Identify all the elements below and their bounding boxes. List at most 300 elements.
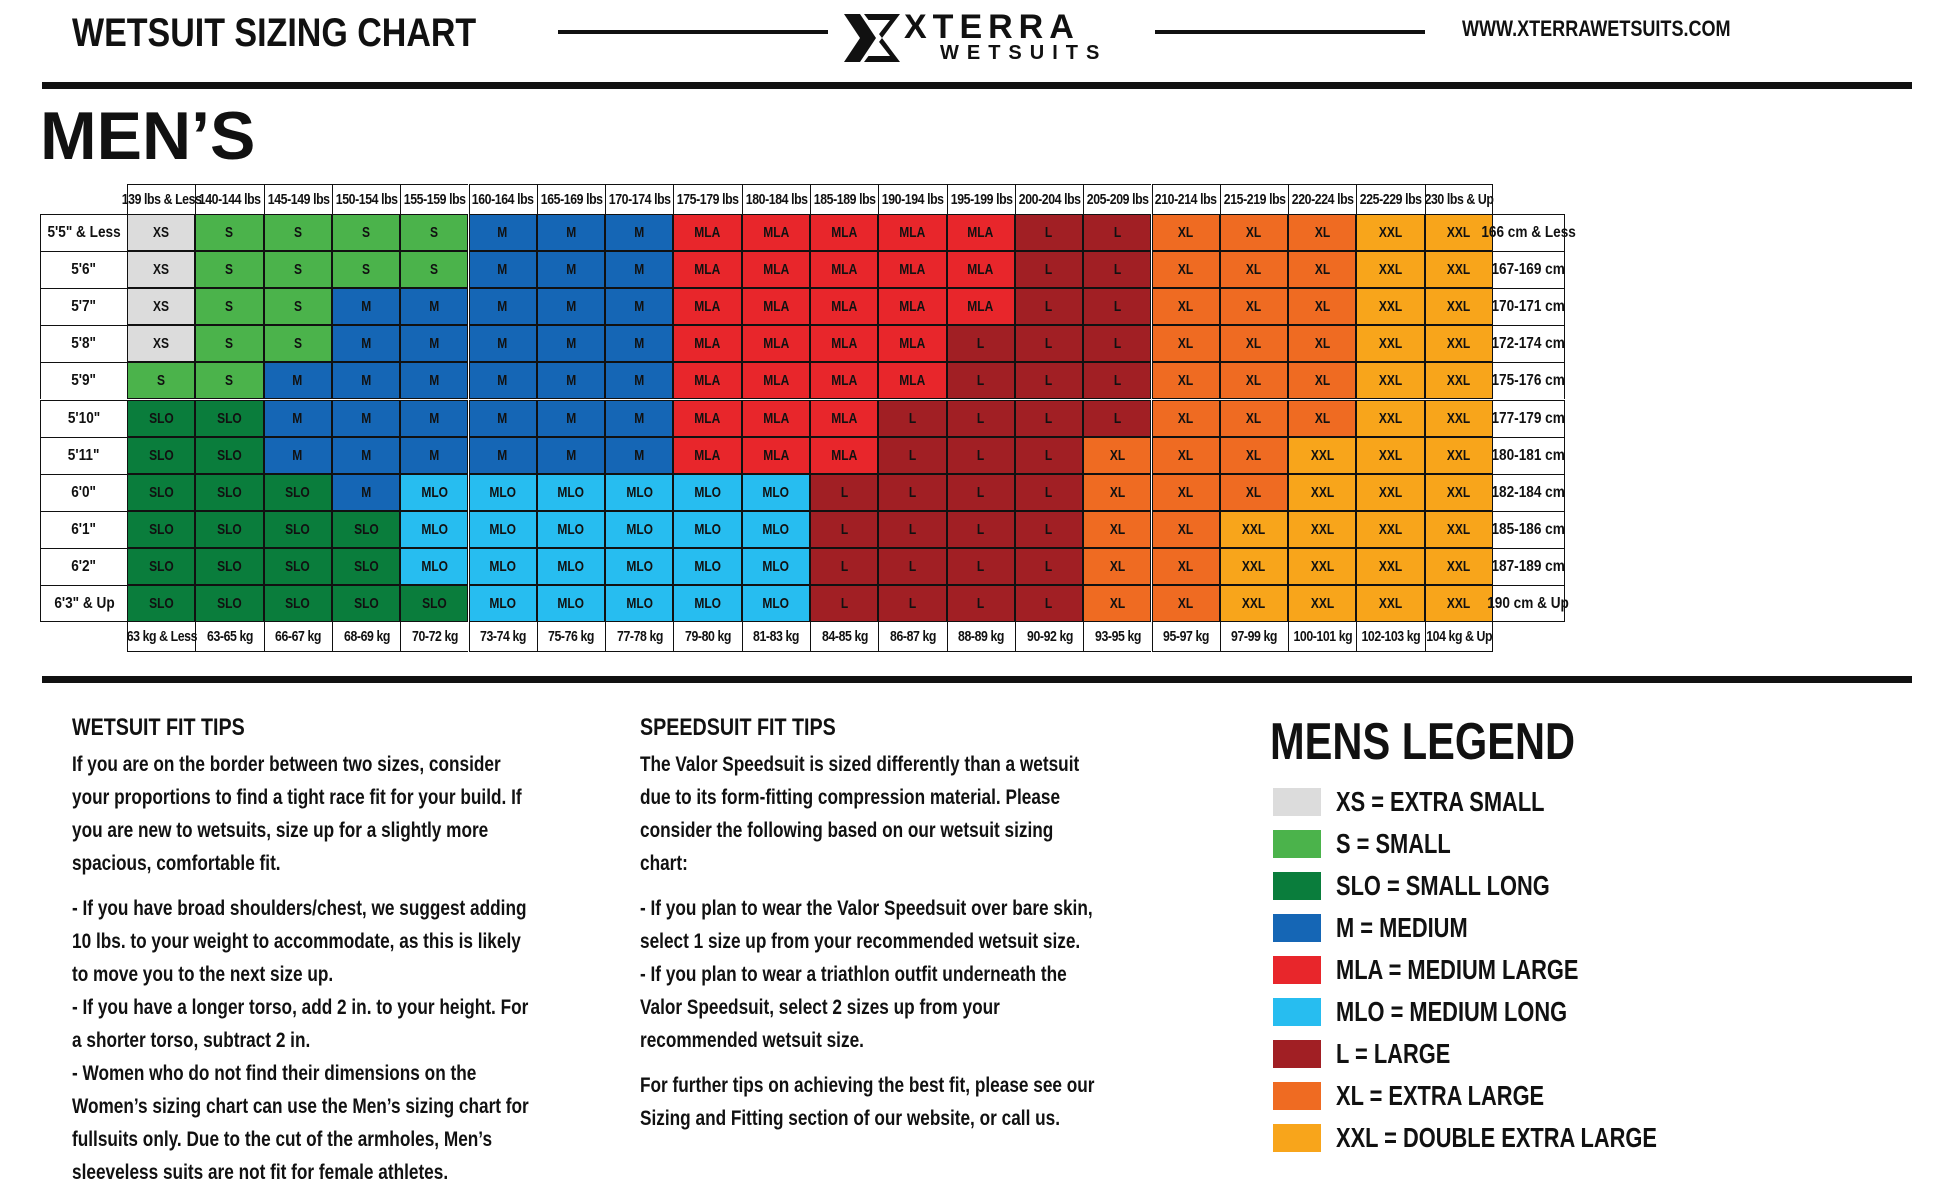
size-cell-text: L — [908, 557, 917, 575]
size-cell — [332, 585, 400, 622]
size-cell — [1288, 585, 1356, 622]
size-cell-text: XXL — [1310, 520, 1334, 538]
size-cell-text: MLA — [967, 298, 994, 316]
top-divider — [42, 82, 1912, 89]
header-rule-left — [558, 30, 828, 34]
size-cell — [878, 325, 946, 362]
row-height-label — [40, 511, 127, 548]
size-cell-text: MLO — [489, 595, 516, 613]
column-header-lbs — [1015, 184, 1083, 214]
section-title-mens: MEN’S — [40, 98, 256, 174]
size-cell-text: SLO — [353, 557, 379, 575]
size-cell-text: MLO — [557, 557, 585, 575]
column-footer-kg — [537, 622, 605, 652]
size-cell-text: M — [565, 224, 576, 242]
size-cell-text: M — [565, 335, 576, 353]
size-cell-text: S — [225, 224, 234, 242]
size-cell — [400, 325, 468, 362]
row-cm-label — [1493, 437, 1565, 474]
size-cell — [673, 437, 741, 474]
column-header-lbs — [1288, 184, 1356, 214]
size-cell — [810, 288, 878, 325]
size-cell — [332, 362, 400, 399]
document-title: WETSUIT SIZING CHART — [72, 11, 477, 55]
row-height-label — [40, 548, 127, 585]
column-footer-kg — [1152, 622, 1220, 652]
size-cell-text: SLO — [285, 595, 311, 613]
size-cell-text: XXL — [1447, 595, 1471, 613]
size-cell-text: M — [361, 409, 372, 427]
size-cell-text: XL — [1246, 372, 1262, 390]
size-cell — [878, 251, 946, 288]
column-header-lbs — [400, 184, 468, 214]
size-cell-text: L — [1045, 520, 1053, 538]
size-cell-text: L — [1113, 372, 1122, 390]
size-cell-text: M — [292, 409, 303, 427]
size-cell-text: M — [497, 446, 508, 464]
size-cell — [1356, 400, 1424, 437]
size-cell-text: L — [1045, 298, 1053, 316]
size-cell-text: L — [1045, 446, 1053, 464]
size-cell-text: XXL — [1378, 335, 1403, 353]
legend-label: S = SMALL — [1336, 828, 1451, 859]
size-cell — [1288, 511, 1356, 548]
size-cell — [537, 362, 605, 399]
column-header-lbs-text: 195-199 lbs — [950, 191, 1013, 208]
size-cell — [810, 400, 878, 437]
column-header-lbs-text: 160-164 lbs — [472, 191, 535, 208]
column-footer-kg-text: 86-87 kg — [889, 628, 936, 646]
size-cell — [127, 325, 195, 362]
column-header-lbs-text: 139 lbs & Less — [121, 191, 202, 208]
size-cell — [1015, 548, 1083, 585]
size-cell-text: XL — [1314, 335, 1330, 353]
row-cm-label-text: 185-186 cm — [1491, 520, 1566, 538]
legend-label: XXL = DOUBLE EXTRA LARGE — [1336, 1122, 1657, 1153]
size-cell — [810, 548, 878, 585]
size-cell — [1288, 548, 1356, 585]
column-footer-kg-text: 97-99 kg — [1231, 628, 1278, 646]
column-footer-kg — [742, 622, 810, 652]
legend-label: L = LARGE — [1336, 1038, 1451, 1069]
size-cell — [1220, 585, 1288, 622]
column-footer-kg-text: 66-67 kg — [275, 628, 322, 646]
size-cell — [1356, 437, 1424, 474]
size-cell — [742, 362, 810, 399]
size-cell-text: MLA — [899, 298, 926, 316]
size-cell — [195, 251, 263, 288]
column-header-lbs-text: 180-184 lbs — [745, 191, 808, 208]
size-cell — [1083, 400, 1151, 437]
row-height-label — [40, 585, 127, 622]
size-cell-text: SLO — [285, 557, 311, 575]
row-height-label-text: 5'11" — [68, 446, 100, 464]
size-cell — [947, 511, 1015, 548]
column-footer-kg-text: 75-76 kg — [548, 628, 595, 646]
size-cell-text: MLA — [899, 372, 926, 390]
size-cell — [1288, 437, 1356, 474]
row-cm-label-text: 172-174 cm — [1491, 335, 1566, 353]
column-header-lbs — [332, 184, 400, 214]
size-cell — [742, 251, 810, 288]
legend-label: SLO = SMALL LONG — [1336, 870, 1550, 901]
size-cell-text: SLO — [148, 446, 174, 464]
size-cell — [1152, 325, 1220, 362]
column-header-lbs — [878, 184, 946, 214]
size-cell-text: M — [292, 372, 303, 390]
size-cell — [469, 251, 537, 288]
size-cell — [947, 325, 1015, 362]
size-cell-text: SLO — [217, 557, 242, 575]
size-cell-text: M — [429, 372, 440, 390]
size-cell-text: XS — [153, 261, 170, 279]
size-cell-text: MLA — [694, 224, 721, 242]
size-cell — [264, 548, 332, 585]
size-cell-text: MLA — [899, 335, 926, 353]
size-cell — [605, 214, 673, 251]
size-cell — [1083, 325, 1151, 362]
size-cell-text: L — [908, 409, 917, 427]
size-cell-text: L — [1113, 224, 1122, 242]
column-header-lbs — [947, 184, 1015, 214]
row-cm-label-text: 167-169 cm — [1491, 261, 1566, 279]
size-cell-text: M — [634, 261, 645, 279]
size-cell — [127, 585, 195, 622]
legend-item-slo — [1270, 866, 1651, 908]
size-cell — [537, 325, 605, 362]
row-cm-label — [1493, 325, 1565, 362]
column-header-lbs-text: 165-169 lbs — [540, 191, 603, 208]
size-cell-text: MLO — [489, 483, 516, 501]
column-footer-kg — [810, 622, 878, 652]
column-footer-kg — [332, 622, 400, 652]
size-cell-text: L — [977, 372, 985, 390]
size-cell — [127, 251, 195, 288]
size-cell — [332, 288, 400, 325]
size-cell — [673, 362, 741, 399]
size-cell-text: L — [840, 483, 848, 501]
row-cm-label-text: 175-176 cm — [1491, 372, 1566, 390]
legend-label: M = MEDIUM — [1336, 912, 1468, 943]
size-cell — [400, 474, 468, 511]
row-height-label — [40, 362, 127, 399]
size-cell — [195, 325, 263, 362]
size-cell-text: MLA — [831, 224, 858, 242]
size-cell-text: SLO — [217, 520, 242, 538]
size-cell — [1083, 251, 1151, 288]
size-cell — [1152, 548, 1220, 585]
size-cell — [332, 474, 400, 511]
speedsuit-fit-tips — [640, 714, 1200, 1135]
size-cell — [1425, 362, 1493, 399]
legend-swatch — [1273, 788, 1321, 816]
size-cell-text: XXL — [1447, 335, 1471, 353]
size-cell-text: L — [1113, 335, 1122, 353]
column-footer-kg — [1083, 622, 1151, 652]
size-cell — [878, 548, 946, 585]
size-cell — [332, 325, 400, 362]
size-cell-text: XL — [1246, 483, 1262, 501]
size-cell — [469, 474, 537, 511]
size-cell-text: XXL — [1378, 261, 1403, 279]
column-footer-kg-text: 88-89 kg — [958, 628, 1005, 646]
size-cell — [1015, 585, 1083, 622]
size-cell-text: M — [565, 298, 576, 316]
size-cell-text: M — [634, 335, 645, 353]
column-header-lbs-text: 145-149 lbs — [267, 191, 330, 208]
size-cell-text: MLA — [831, 298, 858, 316]
size-cell-text: L — [1045, 261, 1053, 279]
row-cm-label — [1493, 474, 1565, 511]
size-cell-text: S — [430, 261, 439, 279]
size-cell-text: MLO — [625, 595, 653, 613]
legend-swatch — [1273, 1082, 1321, 1110]
column-footer-kg — [878, 622, 946, 652]
size-cell — [469, 325, 537, 362]
column-header-lbs-text: 215-219 lbs — [1223, 191, 1286, 208]
size-cell — [264, 362, 332, 399]
size-cell-text: MLO — [762, 595, 790, 613]
column-header-lbs-text: 170-174 lbs — [608, 191, 671, 208]
size-cell-text: S — [362, 224, 371, 242]
size-cell — [1015, 437, 1083, 474]
size-cell — [400, 251, 468, 288]
column-header-lbs-text: 140-144 lbs — [199, 191, 261, 208]
size-cell-text: L — [840, 595, 848, 613]
size-cell-text: XL — [1177, 446, 1194, 464]
row-height-label — [40, 437, 127, 474]
speedsuit-tip-1: - If you plan to wear the Valor Speedsuit over bare skin, select 1 size up from your recommended wetsuit size. — [640, 897, 1093, 953]
column-header-lbs — [195, 184, 263, 214]
size-cell-text: XXL — [1447, 372, 1471, 390]
size-cell-text: XL — [1314, 409, 1330, 427]
legend-label: XL = EXTRA LARGE — [1336, 1080, 1545, 1111]
size-cell-text: XXL — [1242, 595, 1266, 613]
size-cell — [1152, 511, 1220, 548]
size-cell — [1425, 325, 1493, 362]
size-cell — [878, 437, 946, 474]
size-cell-text: XXL — [1447, 261, 1471, 279]
size-cell-text: S — [430, 224, 439, 242]
size-cell — [195, 214, 263, 251]
size-cell — [1083, 362, 1151, 399]
size-cell-text: XS — [153, 224, 170, 242]
wetsuit-fit-tips — [72, 714, 632, 1189]
column-footer-kg — [264, 622, 332, 652]
size-cell-text: XXL — [1378, 520, 1403, 538]
size-cell — [195, 288, 263, 325]
column-header-lbs-text: 185-189 lbs — [813, 191, 876, 208]
size-cell — [264, 511, 332, 548]
size-cell-text: XXL — [1310, 446, 1334, 464]
size-cell — [1356, 474, 1424, 511]
size-cell — [400, 400, 468, 437]
size-cell-text: MLO — [694, 595, 721, 613]
page-header — [0, 0, 1946, 85]
size-cell-text: L — [1045, 557, 1053, 575]
size-cell-text: XL — [1177, 483, 1194, 501]
column-footer-kg-text: 77-78 kg — [616, 628, 663, 646]
size-cell-text: XXL — [1242, 557, 1266, 575]
size-cell — [1425, 437, 1493, 474]
row-height-label-text: 6'2" — [71, 557, 97, 575]
column-footer-kg-text: 95-97 kg — [1163, 628, 1210, 646]
size-cell-text: XL — [1109, 557, 1126, 575]
row-height-label-text: 5'5" & Less — [47, 224, 121, 242]
size-cell-text: SLO — [217, 409, 242, 427]
size-cell-text: XXL — [1378, 372, 1403, 390]
size-cell-text: MLA — [694, 298, 721, 316]
size-cell — [673, 474, 741, 511]
size-cell-text: MLO — [489, 520, 516, 538]
size-cell — [947, 474, 1015, 511]
size-cell — [1425, 548, 1493, 585]
legend-list — [1270, 782, 1657, 1160]
size-cell — [400, 548, 468, 585]
size-cell-text: L — [1045, 595, 1053, 613]
size-cell-text: S — [293, 298, 302, 316]
column-header-lbs — [673, 184, 741, 214]
size-cell — [1220, 362, 1288, 399]
xterra-logo — [842, 10, 1132, 66]
size-cell — [469, 585, 537, 622]
size-cell — [1220, 288, 1288, 325]
size-cell-text: XL — [1314, 261, 1330, 279]
size-cell-text: SLO — [148, 483, 174, 501]
size-cell — [1220, 437, 1288, 474]
legend-label: MLO = MEDIUM LONG — [1336, 996, 1568, 1027]
row-cm-label — [1493, 511, 1565, 548]
size-cell — [1425, 511, 1493, 548]
size-cell-text: S — [225, 298, 234, 316]
size-cell-text: MLA — [762, 446, 789, 464]
logo-subtitle: WETSUITS — [940, 42, 1108, 64]
size-cell — [195, 585, 263, 622]
size-cell — [605, 511, 673, 548]
size-cell-text: S — [293, 335, 302, 353]
size-cell-text: L — [1045, 483, 1053, 501]
size-cell — [673, 325, 741, 362]
size-cell — [878, 362, 946, 399]
size-cell — [605, 548, 673, 585]
size-cell-text: M — [565, 409, 576, 427]
size-cell-text: XL — [1246, 298, 1262, 316]
size-cell — [264, 585, 332, 622]
size-cell — [1083, 214, 1151, 251]
column-header-lbs — [1425, 184, 1493, 214]
size-cell-text: XXL — [1310, 595, 1334, 613]
size-cell-text: XXL — [1447, 483, 1471, 501]
size-cell — [127, 288, 195, 325]
size-cell-text: M — [429, 298, 440, 316]
size-cell — [810, 214, 878, 251]
size-cell — [742, 548, 810, 585]
size-cell — [810, 511, 878, 548]
size-cell-text: MLA — [831, 261, 858, 279]
size-cell — [1288, 288, 1356, 325]
size-cell — [605, 288, 673, 325]
size-cell-text: L — [1113, 261, 1122, 279]
size-cell — [1288, 474, 1356, 511]
size-cell — [810, 437, 878, 474]
size-cell-text: XL — [1246, 335, 1262, 353]
size-cell — [1152, 214, 1220, 251]
size-cell — [400, 511, 468, 548]
column-header-lbs — [810, 184, 878, 214]
size-cell — [264, 288, 332, 325]
column-footer-kg-text: 104 kg & Up — [1425, 628, 1492, 646]
size-cell-text: L — [1045, 409, 1053, 427]
size-cell-text: S — [293, 261, 302, 279]
size-cell-text: M — [429, 446, 440, 464]
size-cell — [1083, 548, 1151, 585]
size-cell-text: M — [634, 409, 645, 427]
size-cell-text: MLO — [489, 557, 516, 575]
column-footer-kg-text: 90-92 kg — [1026, 628, 1073, 646]
column-header-lbs-text: 205-209 lbs — [1086, 191, 1149, 208]
size-cell-text: XL — [1177, 224, 1194, 242]
size-cell-text: L — [908, 483, 917, 501]
size-cell — [400, 585, 468, 622]
size-cell — [742, 474, 810, 511]
size-cell-text: SLO — [217, 446, 242, 464]
size-cell-text: MLO — [762, 483, 790, 501]
size-cell — [127, 474, 195, 511]
size-cell — [878, 511, 946, 548]
size-cell-text: XXL — [1378, 557, 1403, 575]
size-cell — [810, 474, 878, 511]
size-cell-text: XXL — [1242, 520, 1266, 538]
legend-label: XS = EXTRA SMALL — [1336, 786, 1545, 817]
column-footer-kg — [1356, 622, 1424, 652]
legend-swatch — [1273, 1124, 1321, 1152]
size-cell-text: MLO — [421, 557, 448, 575]
legend-swatch — [1273, 914, 1321, 942]
size-cell-text: XXL — [1310, 483, 1334, 501]
size-cell — [1288, 400, 1356, 437]
size-cell-text: M — [361, 298, 372, 316]
legend-swatch — [1273, 1040, 1321, 1068]
size-cell-text: XL — [1109, 595, 1126, 613]
size-cell — [127, 511, 195, 548]
size-cell-text: XXL — [1447, 557, 1471, 575]
size-cell-text: S — [225, 372, 234, 390]
size-cell-text: S — [293, 224, 302, 242]
row-cm-label-text: 187-189 cm — [1491, 557, 1566, 575]
size-cell — [195, 400, 263, 437]
size-cell — [673, 288, 741, 325]
size-cell-text: XL — [1177, 557, 1194, 575]
size-cell-text: MLA — [762, 335, 789, 353]
size-cell — [537, 548, 605, 585]
size-cell-text: MLA — [762, 372, 789, 390]
size-cell-text: M — [634, 224, 645, 242]
size-cell-text: L — [1113, 409, 1122, 427]
size-cell — [947, 362, 1015, 399]
size-cell-text: SLO — [285, 520, 311, 538]
size-cell-text: XXL — [1378, 409, 1403, 427]
size-cell — [127, 400, 195, 437]
size-cell-text: XL — [1109, 446, 1126, 464]
size-cell — [1425, 474, 1493, 511]
column-footer-kg-text: 81-83 kg — [753, 628, 800, 646]
row-cm-label-text: 182-184 cm — [1491, 483, 1566, 501]
size-cell-text: MLA — [694, 409, 721, 427]
size-cell — [1152, 474, 1220, 511]
size-cell — [1220, 251, 1288, 288]
size-cell — [947, 288, 1015, 325]
legend-item-s — [1270, 824, 1651, 866]
